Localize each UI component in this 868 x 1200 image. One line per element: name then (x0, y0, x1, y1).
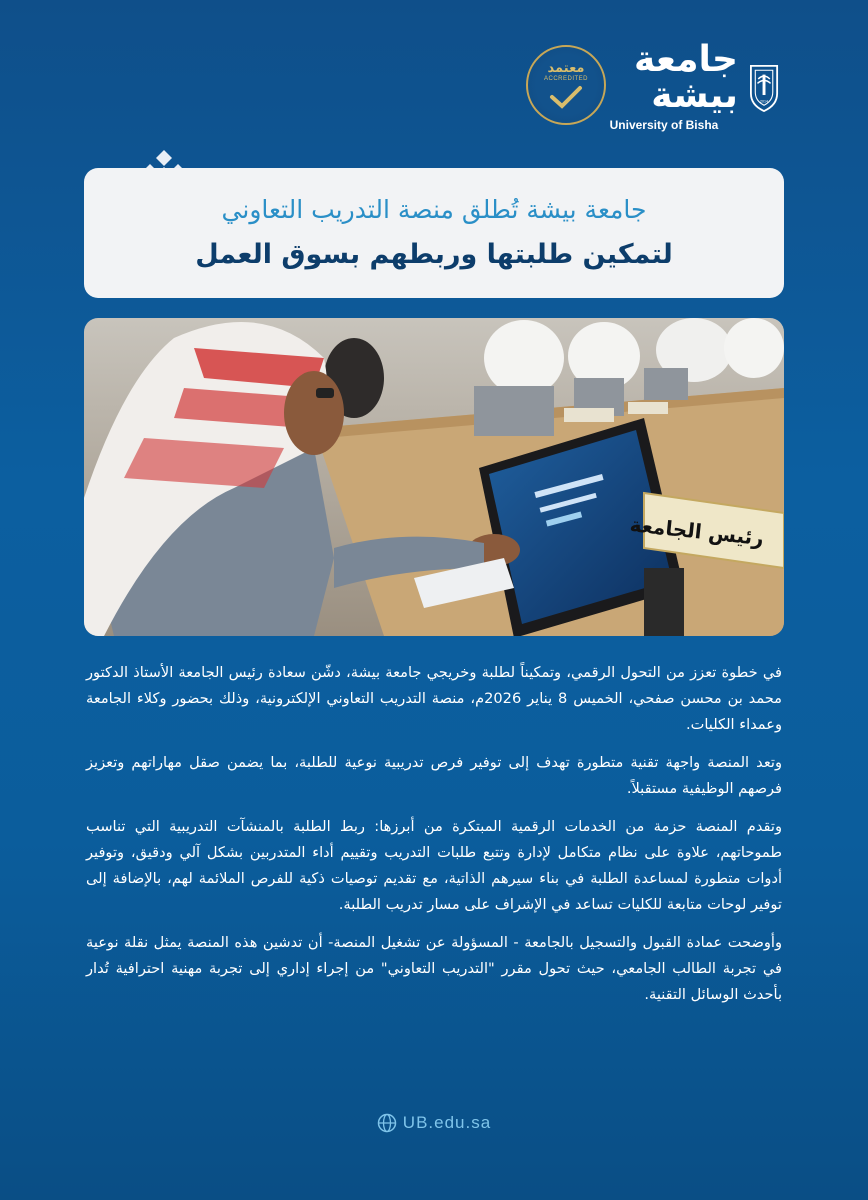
logo-arabic-name: جامعة بيشة (634, 39, 738, 116)
article-paragraph-3: وتقدم المنصة حزمة من الخدمات الرقمية المبتكرة من أبرزها: ربط الطلبة بالمنشآت التدريبية التي تناسب طموحاتهم، علاوة على نظام متكامل لإدارة وتتبع طلبات التدريب وتقييم أداء المتدربين بشكل آلي ودقيق، وتوفير أدوات متطورة لمساعدة الطلبة في بناء سيرهم الذاتية، مع تقديم توصيات ذكية للفرص الملائمة لهم، بالإضافة إلى توفير لوحات متابعة للكليات تساعد في الإشراف على مسار تدريب الطلبة. (86, 818, 782, 913)
logo-text (590, 39, 738, 132)
university-logo (590, 39, 780, 132)
nameplate-text: رئيس الجامعة (628, 512, 765, 551)
article-paragraph-1: في خطوة تعزز من التحول الرقمي، وتمكيناً لطلبة وخريجي جامعة بيشة، دشّن سعادة رئيس الجامعة الأستاذ الدكتور محمد بن محسن صفحي، الخميس 8 يناير 2026م، منصة التدريب التعاوني الإلكترونية، وذلك بحضور وكلاء الجامعة وعمداء الكليات. (86, 664, 782, 733)
event-photo-illustration (84, 318, 784, 636)
globe-icon (377, 1113, 397, 1133)
university-shield-icon (748, 52, 780, 122)
footer (0, 1108, 868, 1138)
seal-arabic-text: معتمد (547, 60, 585, 76)
shield-year: 2014 (759, 99, 769, 104)
headline-line-1: جامعة بيشة تُطلق منصة التدريب التعاوني (221, 195, 647, 224)
event-photo (84, 318, 784, 636)
headline-card (84, 168, 784, 298)
accreditation-seal (526, 45, 606, 125)
article-paragraph-4: وأوضحت عمادة القبول والتسجيل بالجامعة - المسؤولة عن تشغيل المنصة- أن تدشين هذه المنصة يمثل نقلة نوعية في تجربة الطالب الجامعي، حيث تحول مقرر "التدريب التعاوني" من إجراء إداري إلى تجربة مهنية احترافية تُدار بأحدث الوسائل التقنية. (86, 934, 782, 1003)
article-body (86, 660, 782, 1020)
website-link[interactable]: UB.edu.sa (402, 1113, 492, 1132)
headline-line-2: لتمكين طلبتها وربطهم بسوق العمل (195, 239, 673, 270)
logo-english-name: University of Bisha (609, 118, 719, 132)
article-paragraph-2: وتعد المنصة واجهة تقنية متطورة تهدف إلى توفير فرص تدريبية نوعية للطلبة، بما يضمن صقل مهاراتهم وتعزيز فرصهم الوظيفية مستقبلاً. (86, 754, 782, 797)
checkmark-icon (549, 84, 583, 110)
seal-english-text: ACCREDITED (544, 75, 589, 82)
